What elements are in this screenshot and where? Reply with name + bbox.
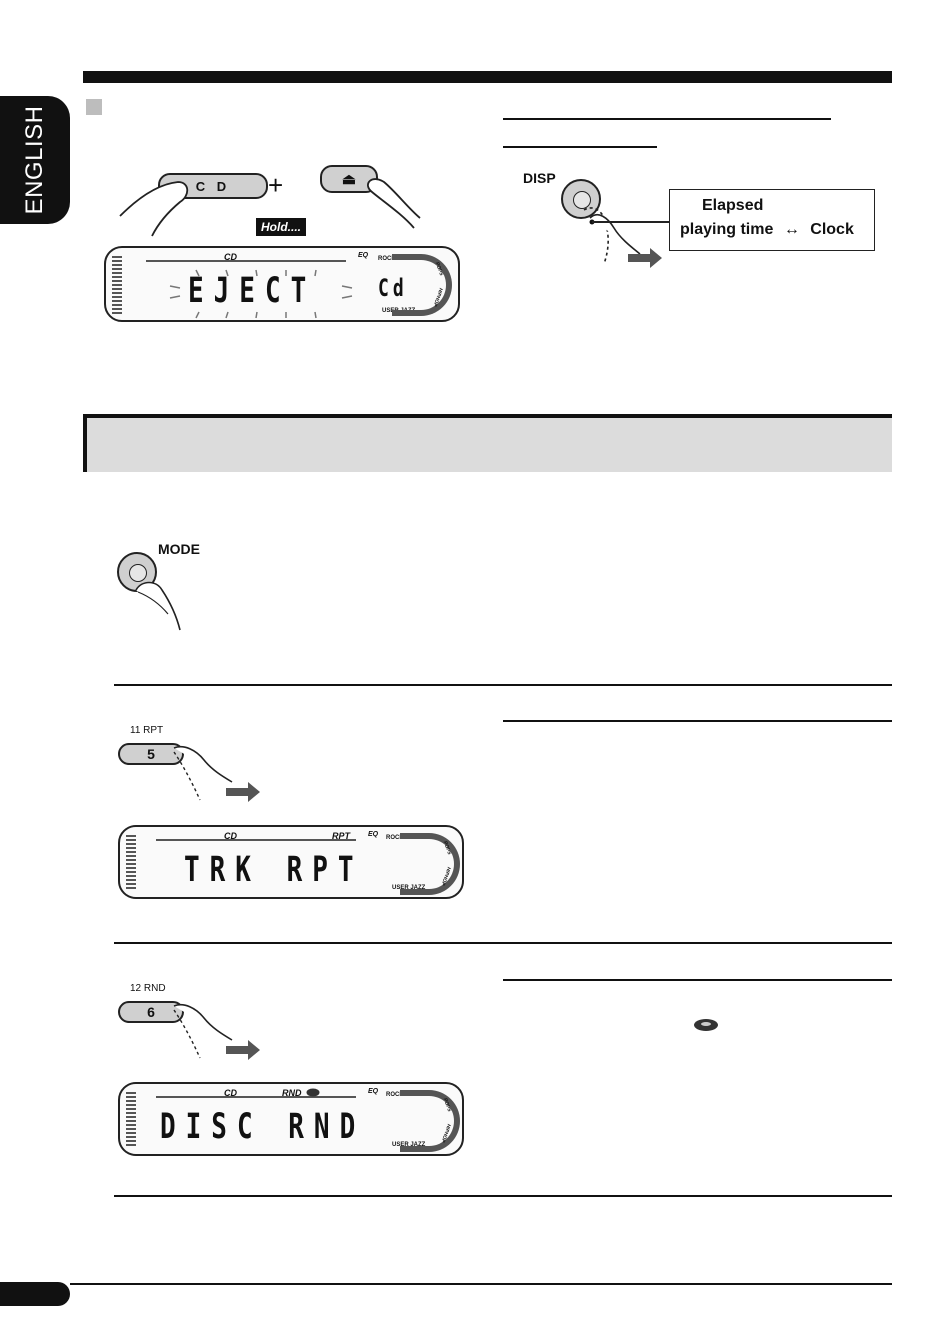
top-rule xyxy=(83,71,892,83)
section-heading-box xyxy=(83,414,892,472)
cd-indicator: CD xyxy=(224,1088,237,1098)
subheading-rule xyxy=(503,146,657,148)
cd-indicator: CD xyxy=(224,252,237,262)
language-tab xyxy=(0,96,70,224)
level-meter-left xyxy=(126,835,136,891)
callout-clock-text: Clock xyxy=(810,221,854,238)
page-number-tab xyxy=(0,1282,70,1306)
lcd-display-random xyxy=(118,1082,464,1156)
callout-arrow-icon: ↔ xyxy=(783,221,800,238)
section-marker-icon xyxy=(86,99,102,115)
finger-press-icon xyxy=(548,196,668,276)
pops-label: POPS xyxy=(441,1097,453,1113)
rpt-button-caption: 11 RPT xyxy=(130,725,164,736)
callout-line1: Elapsed xyxy=(702,197,764,214)
segment-bar xyxy=(146,260,346,262)
lcd-display-eject xyxy=(104,246,460,322)
rock-classic-label: ROCK CLASSIC xyxy=(386,835,432,841)
finger-left-icon xyxy=(118,168,198,238)
divider-3 xyxy=(114,1195,892,1197)
cd-button[interactable]: C D xyxy=(158,173,268,199)
lcd-main-text: TRK RPT xyxy=(184,849,364,891)
finger-rpt-icon xyxy=(160,742,270,806)
divider-2 xyxy=(114,942,892,944)
hiphop-label: HIPHOP xyxy=(439,1122,452,1144)
disc-indicator-icon xyxy=(306,1088,320,1097)
finger-right-icon xyxy=(358,172,428,238)
lcd-side-text: Cd xyxy=(378,274,408,303)
disp-callout xyxy=(669,189,875,251)
hiphop-label: HIPHOP xyxy=(439,865,452,887)
callout-leader xyxy=(592,221,670,223)
disc-icon xyxy=(693,1018,719,1032)
eq-indicator: EQ xyxy=(358,252,369,259)
finger-mode-icon xyxy=(128,572,208,634)
segment-bar xyxy=(156,839,356,841)
rnd-heading-rule xyxy=(503,979,892,981)
user-jazz-label: USER JAZZ xyxy=(392,885,426,891)
finger-rnd-icon xyxy=(160,1000,270,1064)
eq-arc xyxy=(400,833,460,895)
lcd-display-repeat xyxy=(118,825,464,899)
pops-label: POPS xyxy=(441,840,453,856)
pops-label: POPS xyxy=(433,261,445,277)
eq-indicator: EQ xyxy=(368,831,379,838)
heading-rule xyxy=(503,118,831,120)
level-meter-left xyxy=(112,256,122,314)
segment-bar xyxy=(156,1096,356,1098)
footer-rule xyxy=(70,1283,892,1285)
cd-indicator: CD xyxy=(224,831,237,841)
preset-6-button[interactable]: 6 xyxy=(118,1001,184,1023)
eject-button[interactable]: ⏏ xyxy=(320,165,378,193)
user-jazz-label: USER JAZZ xyxy=(392,1142,426,1148)
hiphop-label: HIPHOP xyxy=(431,286,444,308)
rnd-button-caption: 12 RND xyxy=(130,983,166,994)
rnd-indicator: RND xyxy=(282,1088,302,1098)
divider-1 xyxy=(114,684,892,686)
callout-line2 xyxy=(680,218,864,242)
rock-classic-label: ROCK CLASSIC xyxy=(378,256,424,262)
plus-sign: + xyxy=(268,170,284,200)
level-meter-left xyxy=(126,1092,136,1148)
language-tab-label: ENGLISH xyxy=(21,105,48,215)
rock-classic-label: ROCK CLASSIC xyxy=(386,1092,432,1098)
disp-label: DISP xyxy=(523,170,556,186)
eq-indicator: EQ xyxy=(368,1088,379,1095)
mode-label: MODE xyxy=(158,541,200,557)
preset-5-button[interactable]: 5 xyxy=(118,743,184,765)
callout-elapsed-text: playing time xyxy=(680,221,774,238)
rpt-indicator: RPT xyxy=(332,831,350,841)
eject-illustration xyxy=(118,160,448,240)
hold-label: Hold.... xyxy=(256,218,306,236)
user-jazz-label: USER JAZZ xyxy=(382,308,416,314)
eq-arc xyxy=(400,1090,460,1152)
rpt-heading-rule xyxy=(503,720,892,722)
lcd-main-text: DISC RND xyxy=(160,1106,366,1148)
lcd-main-text: EJECT xyxy=(188,270,317,312)
